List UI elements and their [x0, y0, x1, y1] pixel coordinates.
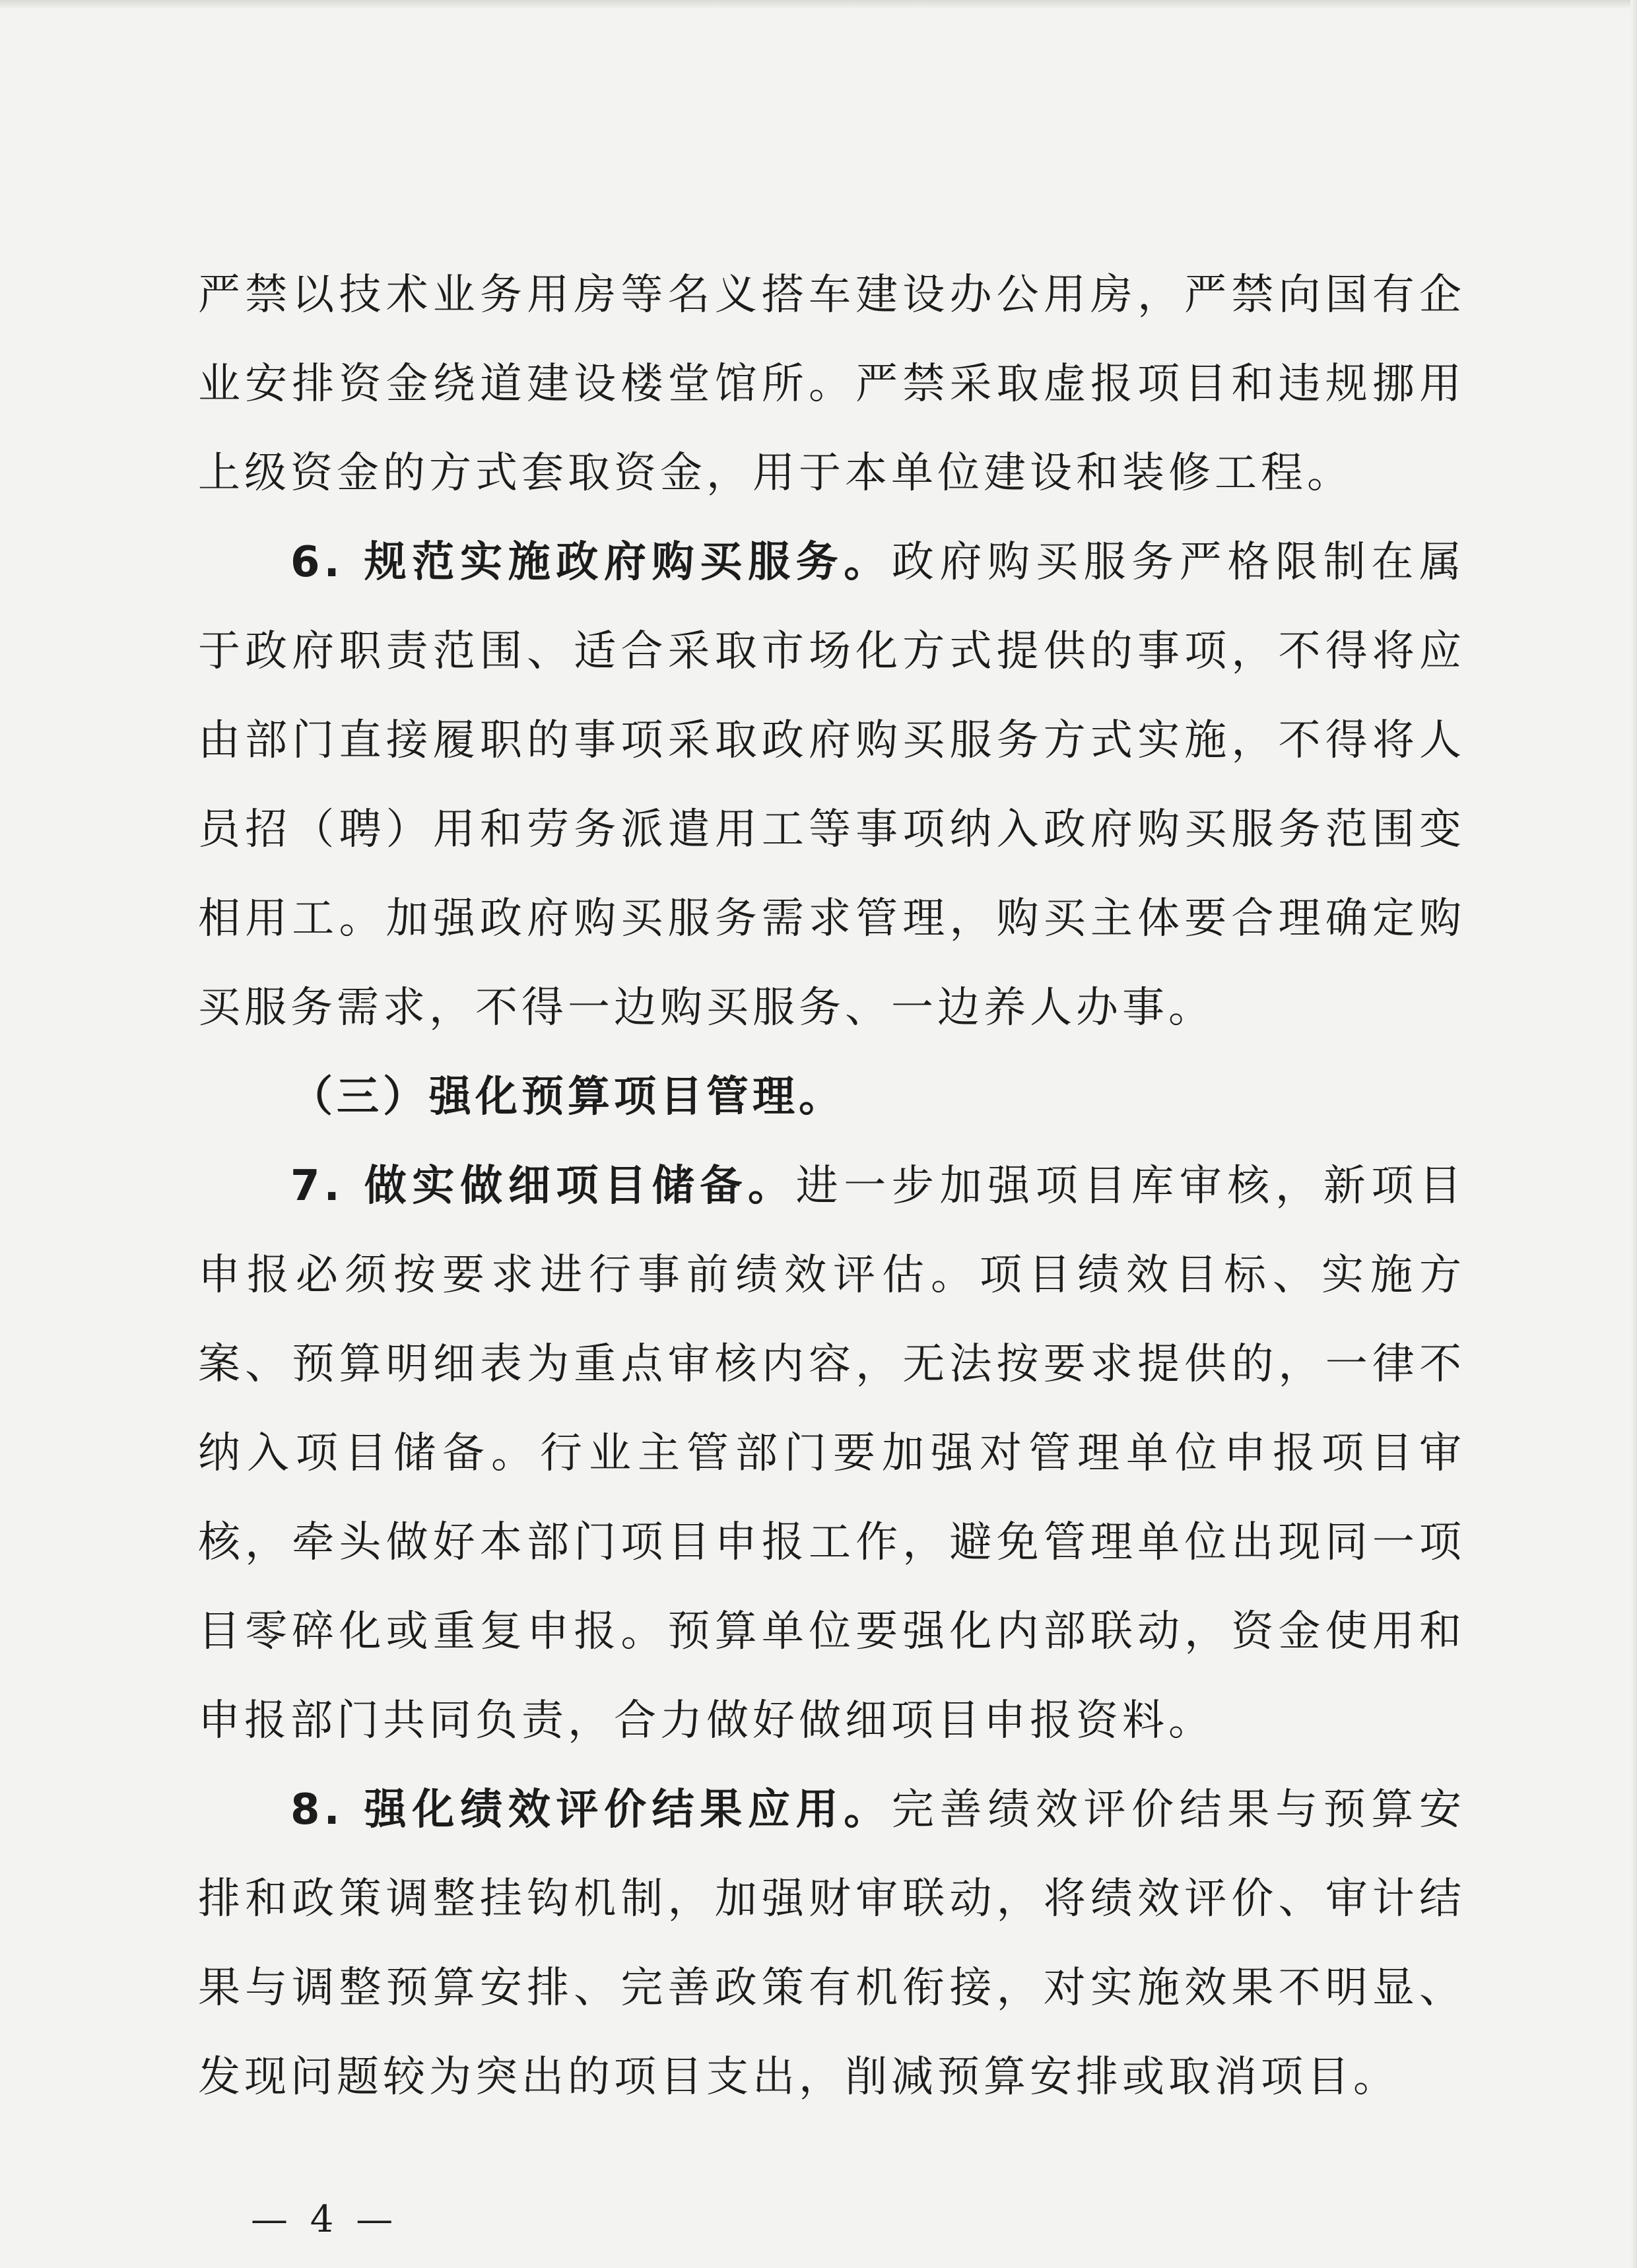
item-6-text: 政府购买服务严格限制在属于政府职责范围、适合采取市场化方式提供的事项，不得将应由部门直接履职的事项采取政府购买服务方式实施，不得将人员招（聘）用和劳务派遣用工等事项纳入政府购买服务范围变相用工。加强政府购买服务需求管理，购买主体要合理确定购买服务需求，不得一边购买服务、一边养人办事。	[198, 538, 1466, 1032]
section-heading-3	[198, 1053, 1465, 1142]
item-8-text: 完善绩效评价结果与预算安排和政策调整挂钩机制，加强财审联动，将绩效评价、审计结果与调整预算安排、完善政策有机衔接，对实施效果不明显、发现问题较为突出的项目支出，削减预算安排或取消项目。	[198, 1785, 1466, 2102]
paragraph-continuation	[198, 251, 1465, 518]
item-7-text: 进一步加强项目库审核，新项目申报必须按要求进行事前绩效评估。项目绩效目标、实施方案、预算明细表为重点审核内容，无法按要求提供的，一律不纳入项目储备。行业主管部门要加强对管理单位申报项目审核，牵头做好本部门项目申报工作，避免管理单位出现同一项目零碎化或重复申报。预算单位要强化内部联动，资金使用和申报部门共同负责，合力做好做细项目申报资料。	[198, 1162, 1465, 1745]
document-body	[198, 251, 1465, 2122]
paragraph-item-7	[198, 1142, 1465, 1766]
page-number: — 4 —	[251, 2198, 399, 2241]
paragraph-item-6	[198, 518, 1465, 1053]
item-8-lead: 8. 强化绩效评价结果应用。	[290, 1785, 892, 1834]
scan-right-edge	[1630, 0, 1637, 2268]
paragraph-item-8	[198, 1766, 1465, 2122]
item-6-lead: 6. 规范实施政府购买服务。	[290, 538, 892, 587]
section-heading-text: （三）强化预算项目管理。	[290, 1073, 845, 1121]
scan-top-edge	[0, 0, 1637, 9]
paragraph-text: 严禁以技术业务用房等名义搭车建设办公用房，严禁向国有企业安排资金绕道建设楼堂馆所。严禁采取虚报项目和违规挪用上级资金的方式套取资金，用于本单位建设和装修工程。	[198, 271, 1465, 498]
item-7-lead: 7. 做实做细项目储备。	[290, 1162, 796, 1211]
